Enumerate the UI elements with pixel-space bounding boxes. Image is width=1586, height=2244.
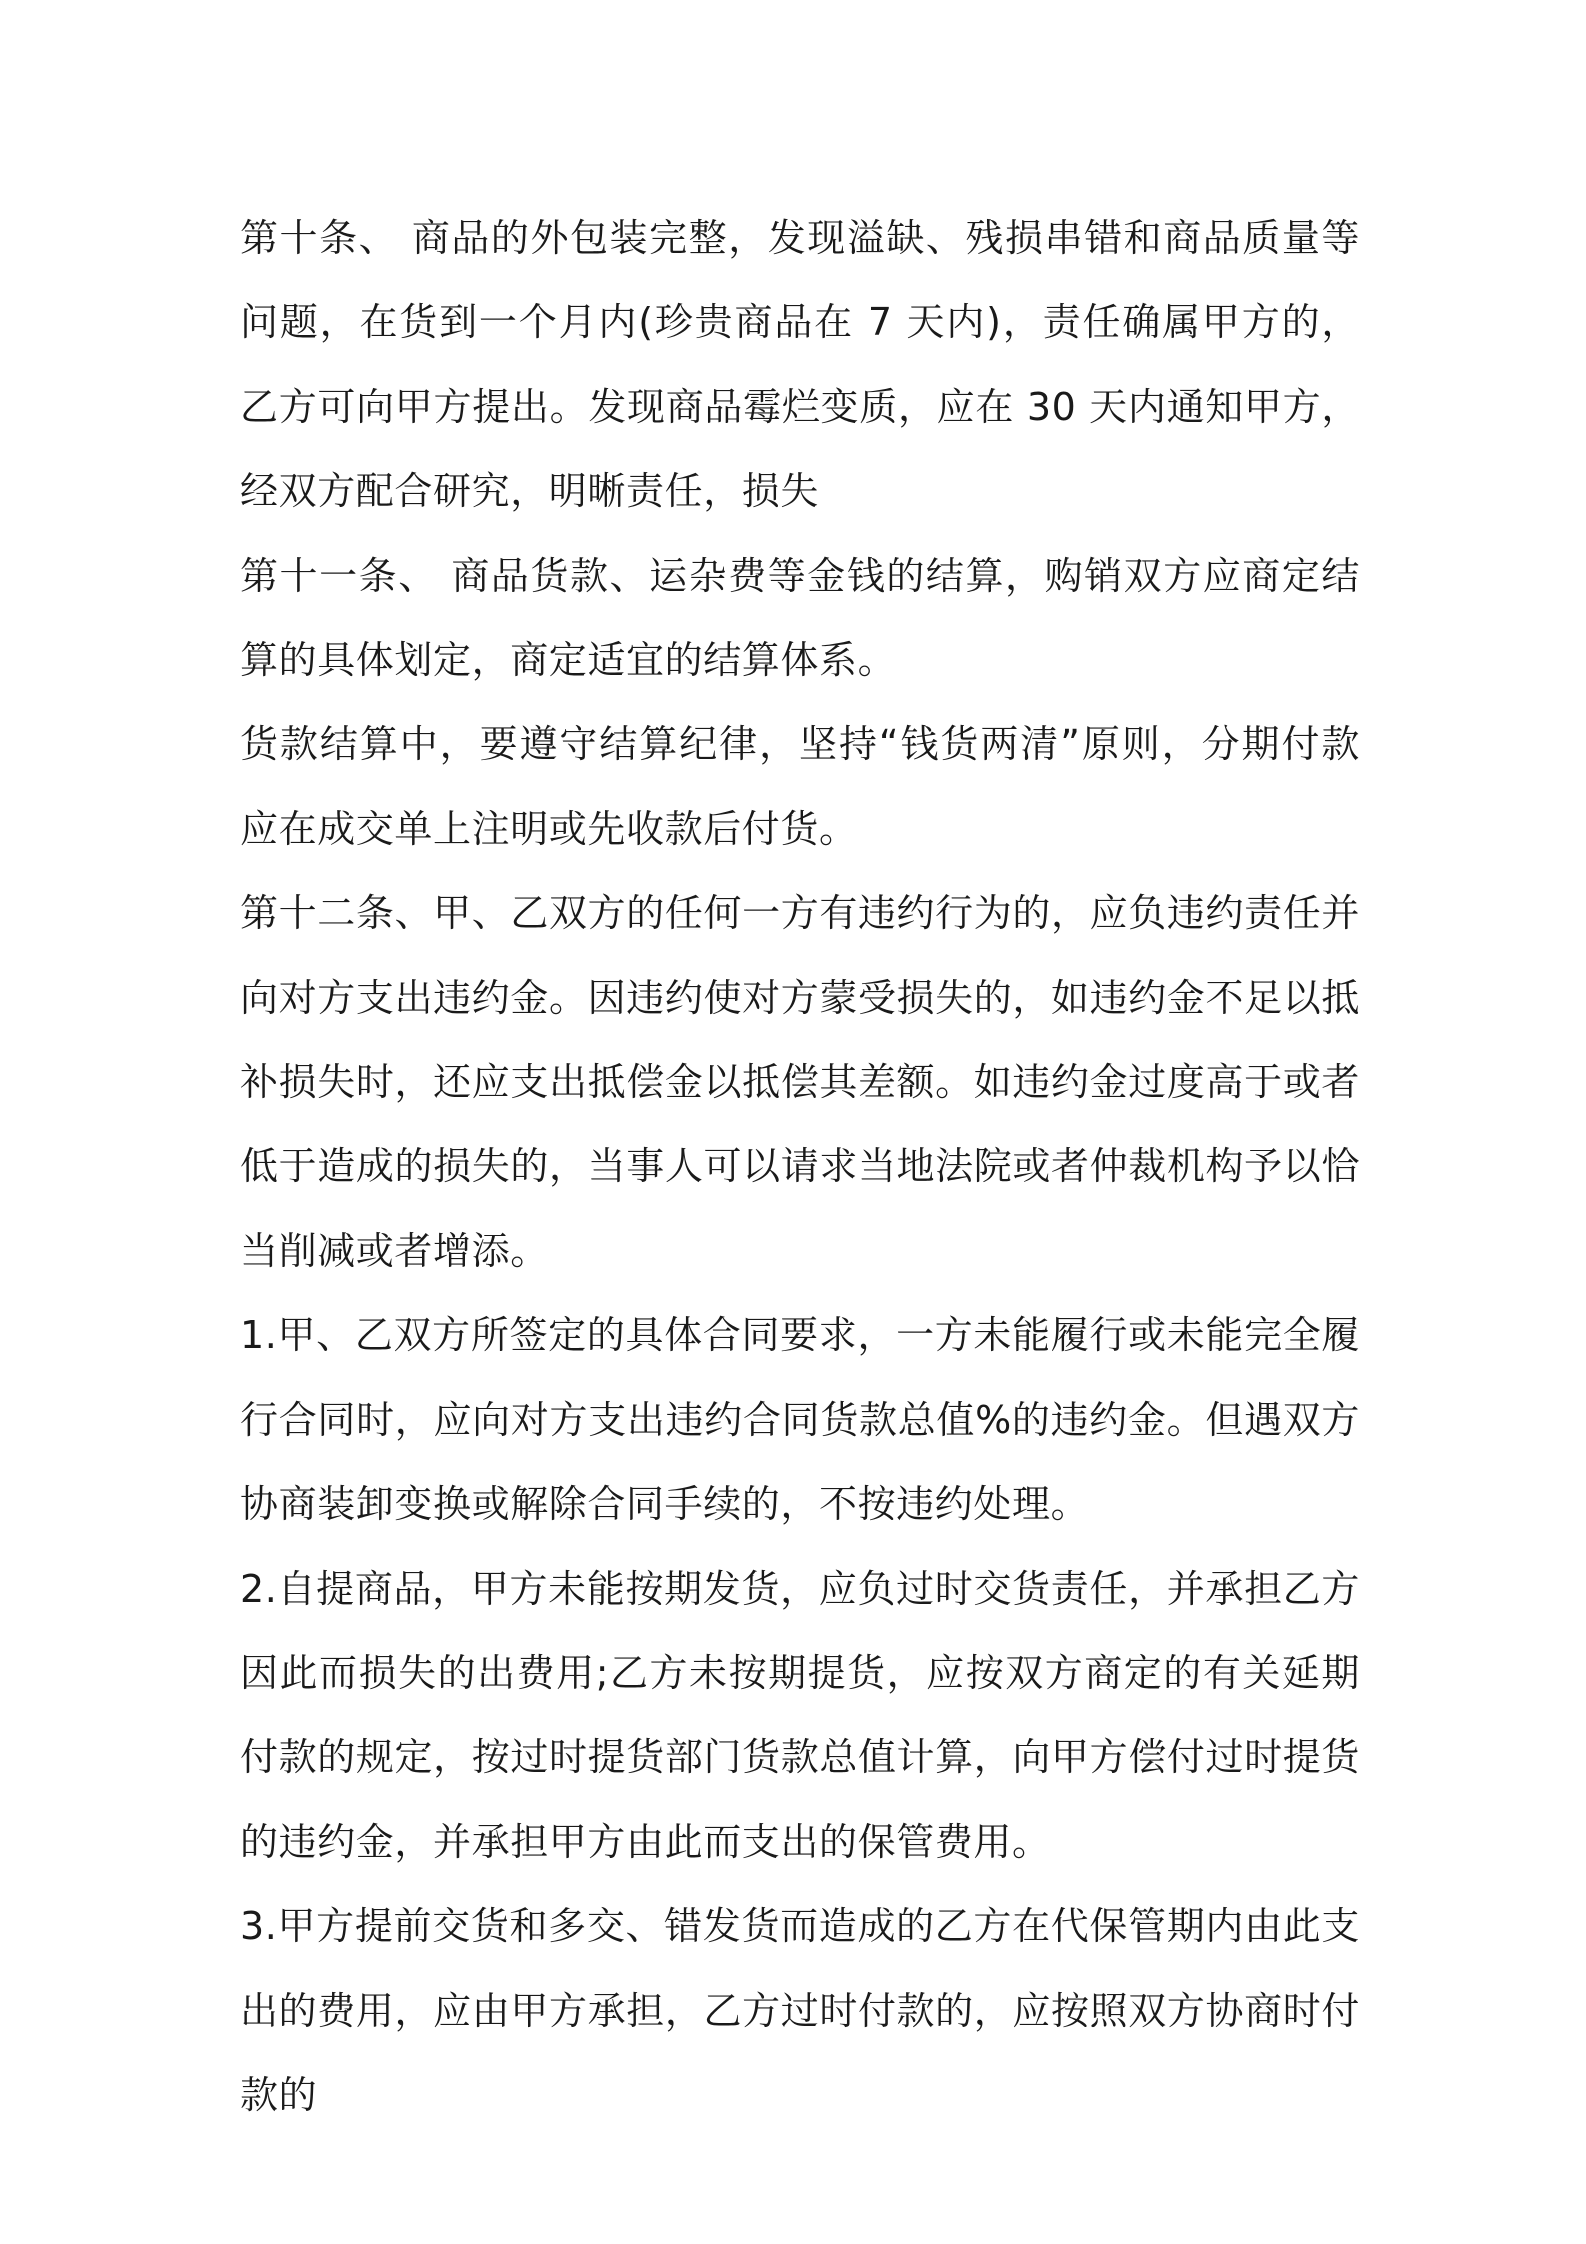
paragraph-item-1: 1.甲、乙双方所签定的具体合同要求，一方未能履行或未能完全履行合同时，应向对方支出违约合同货款总值%的违约金。但遇双方协商装卸变换或解除合同手续的，不按违约处理。	[240, 1313, 1360, 1527]
paragraph-item-3: 3.甲方提前交货和多交、错发货而造成的乙方在代保管期内由此支出的费用，应由甲方承担，乙方过时付款的，应按照双方协商时付款的	[240, 1904, 1360, 2117]
paragraph-payment-settlement: 货款结算中，要遵守结算纪律，坚持“钱货两清”原则，分期付款应在成交单上注明或先收款后付货。	[240, 722, 1360, 851]
document-body	[240, 196, 1360, 2137]
paragraph-article-11: 第十一条、 商品货款、运杂费等金钱的结算，购销双方应商定结算的具体划定，商定适宜的结算体系。	[240, 553, 1360, 683]
paragraph-article-12: 第十二条、甲、乙双方的任何一方有违约行为的，应负违约责任并向对方支出违约金。因违约使对方蒙受损失的，如违约金不足以抵补损失时，还应支出抵偿金以抵偿其差额。如违约金过度高于或者低于造成的损失的，当事人可以请求当地法院或者仲裁机构予以恰当削减或者增添。	[240, 891, 1360, 1273]
paragraph-item-2: 2.自提商品，甲方未能按期发货，应负过时交货责任，并承担乙方因此而损失的出费用;乙方未按期提货，应按双方商定的有关延期付款的规定，按过时提货部门货款总值计算，向甲方偿付过时提货的违约金，并承担甲方由此而支出的保管费用。	[240, 1566, 1360, 1864]
paragraph-article-10: 第十条、 商品的外包装完整，发现溢缺、残损串错和商品质量等问题，在货到一个月内(珍贵商品在 7 天内)，责任确属甲方的，乙方可向甲方提出。发现商品霉烂变质，应在 30 天内通知甲方，经双方配合研究，明晰责任，损失	[240, 216, 1360, 514]
